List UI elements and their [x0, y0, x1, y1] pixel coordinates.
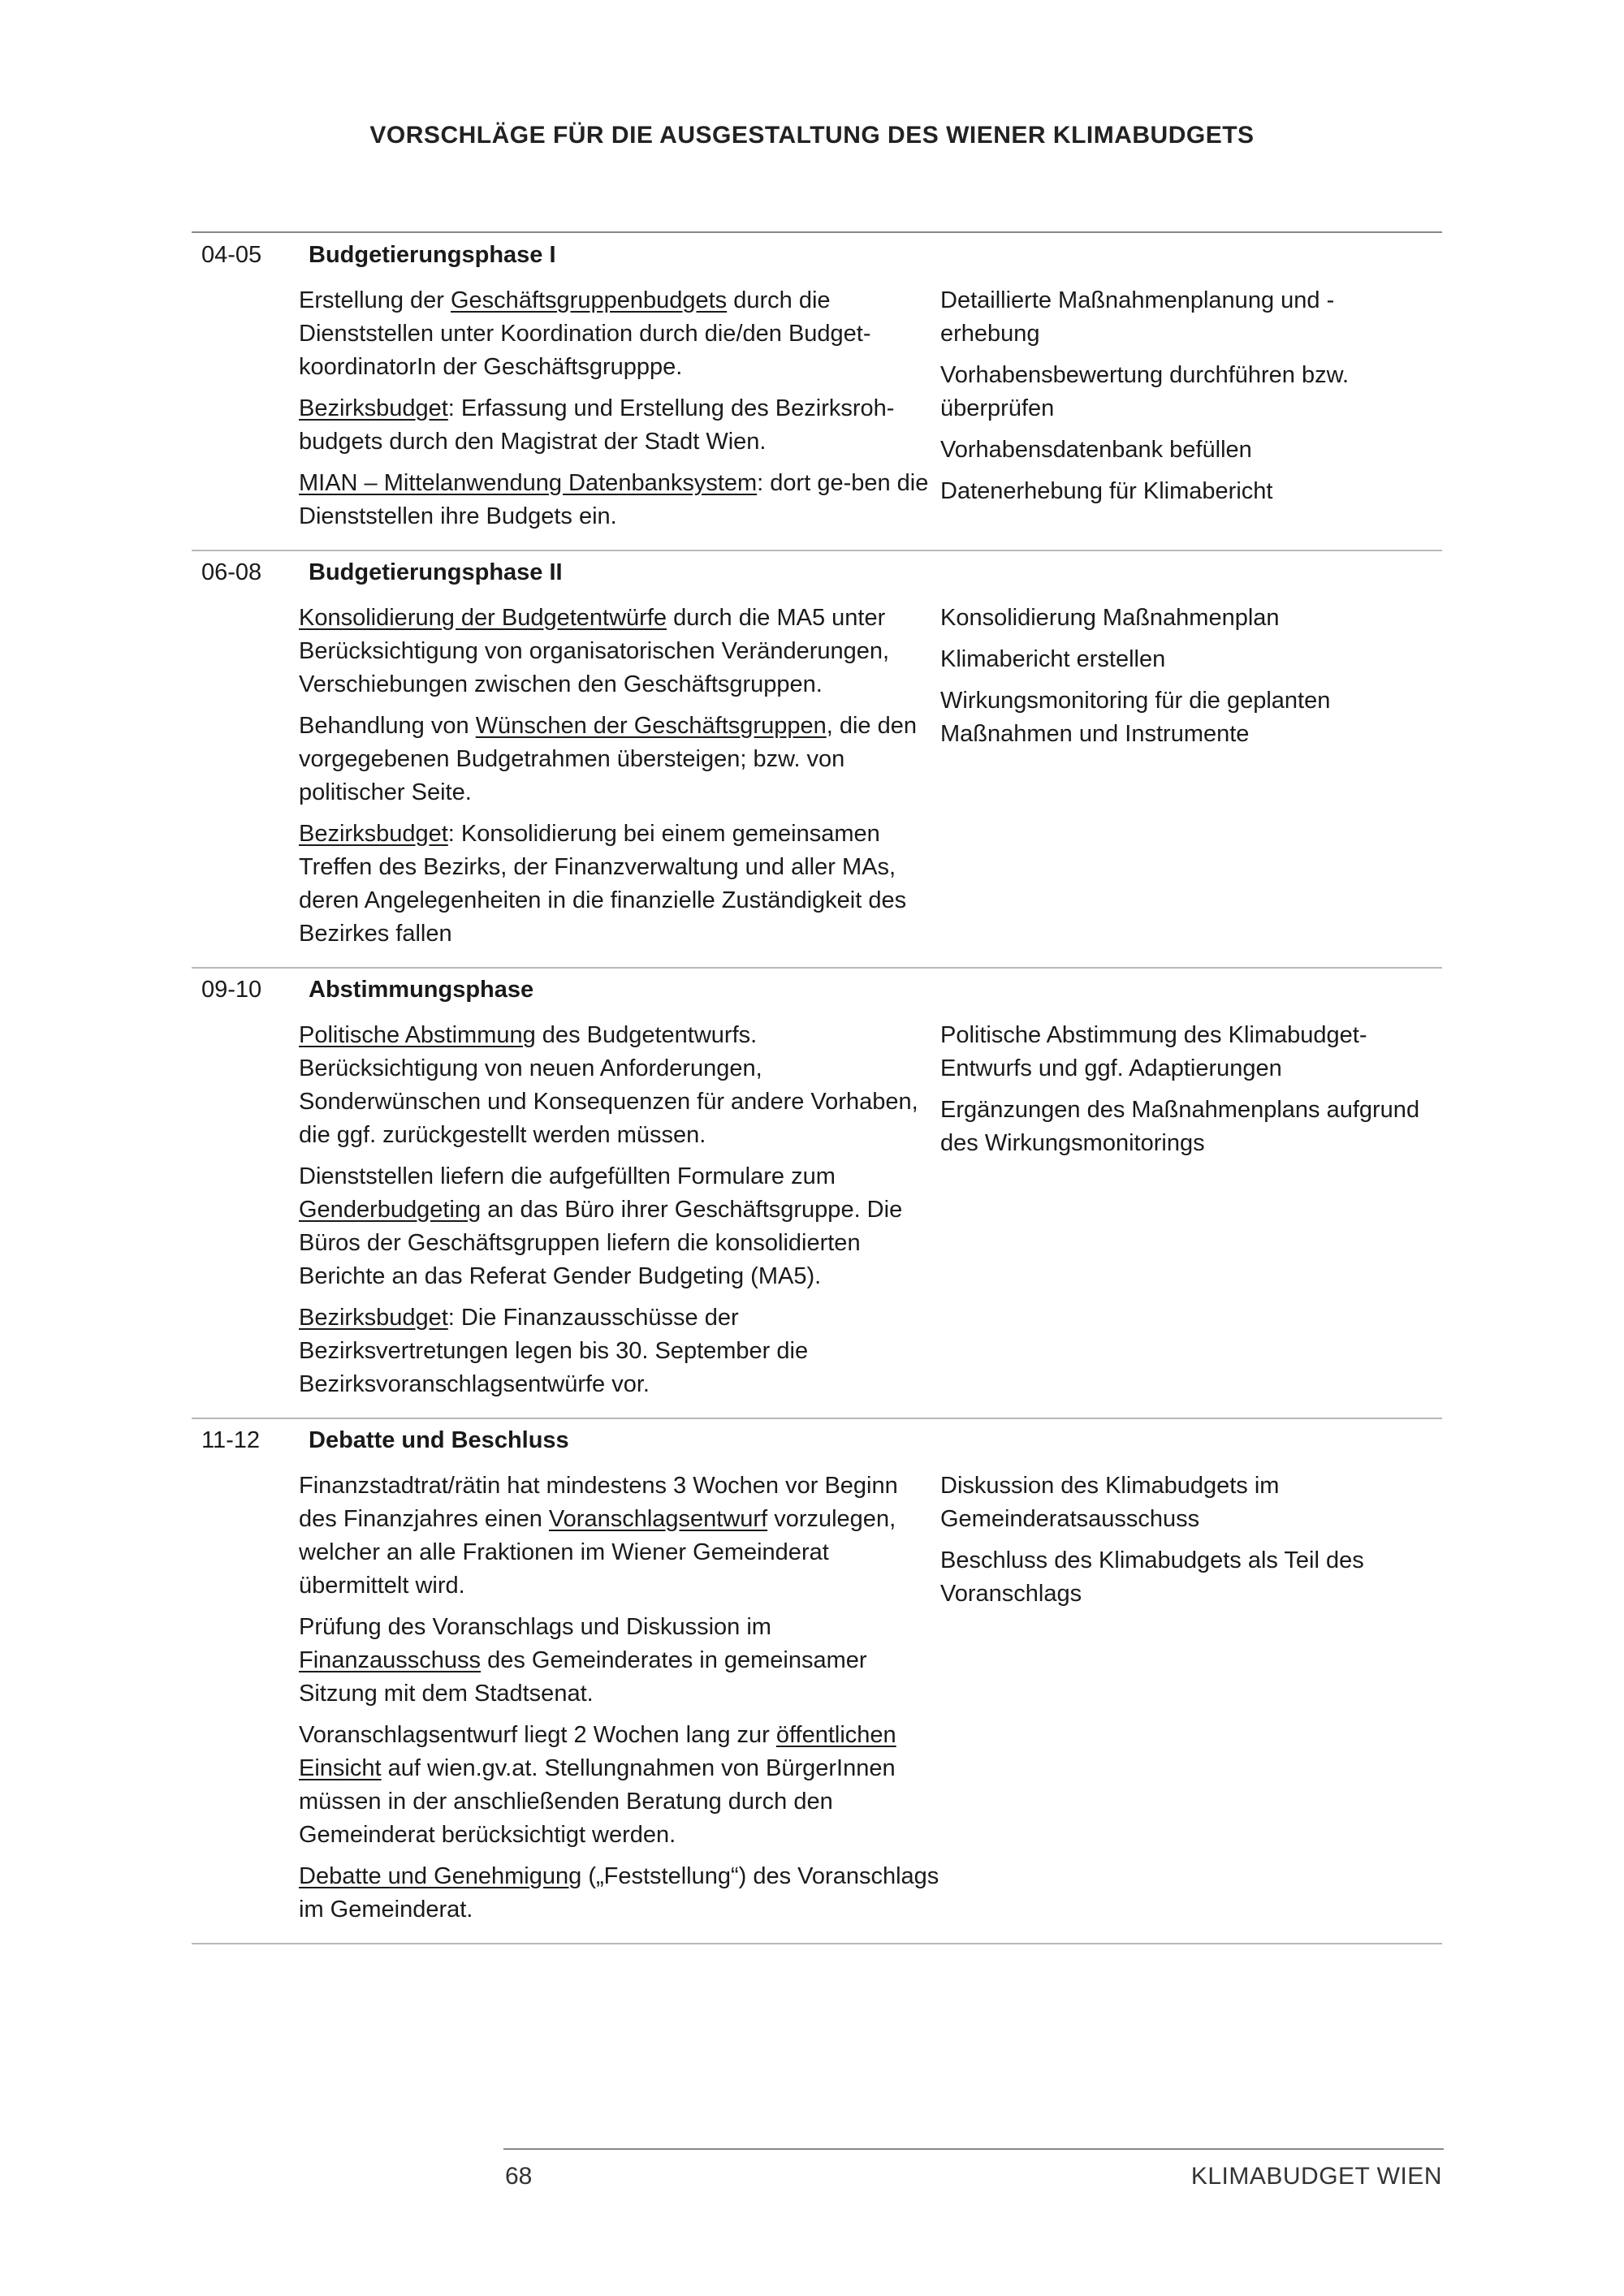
- key-term: Bezirksbudget: [299, 395, 448, 421]
- climate-task-item: Klimabericht erstellen: [940, 646, 1166, 672]
- budget-process-column: [299, 1019, 940, 1409]
- table-row: [192, 1419, 1442, 1944]
- paragraph-text: Dienststellen liefern die aufgefüllten Formulare zum: [299, 1163, 836, 1189]
- climate-task-item: Beschluss des Klimabudgets als Teil des Voranschlags: [940, 1547, 1364, 1607]
- key-term: Geschäftsgruppenbudgets: [451, 287, 728, 313]
- key-term: Genderbudgeting: [299, 1197, 482, 1223]
- paragraph-text: Prüfung des Voranschlags und Diskussion im: [299, 1614, 771, 1640]
- paragraph-text: Behandlung von: [299, 713, 476, 739]
- process-paragraph: [299, 1301, 940, 1401]
- climate-budget-column: [940, 284, 1427, 542]
- paragraph-text: Voranschlagsentwurf liegt 2 Wochen lang zur: [299, 1722, 776, 1748]
- process-paragraph: [299, 1719, 940, 1852]
- key-term: Voranschlagsentwurf: [548, 1506, 768, 1532]
- paragraph-text: Erstellung der: [299, 287, 451, 313]
- row-body: [299, 1470, 1442, 1935]
- paragraph-text: : Die Finanzausschüsse der Bezirksvertretungen legen bis 30. September die Bezirksvoranschlagsentwürfe vor.: [299, 1305, 809, 1397]
- process-paragraph: [299, 1860, 940, 1927]
- paragraph-text: des Gemeinderates in gemeinsamer Sitzung mit dem Stadtsenat.: [299, 1647, 867, 1707]
- period-label: 09-10: [201, 977, 262, 1003]
- process-paragraph: [299, 710, 940, 809]
- paragraph-text: („Feststellung“) des Voranschlags im Gemeinderat.: [299, 1863, 939, 1923]
- climate-task-item: Diskussion des Klimabudgets im Gemeinderatsausschuss: [940, 1473, 1280, 1532]
- process-paragraph: [299, 284, 940, 384]
- top-rule: [192, 231, 1442, 233]
- period-label: 11-12: [201, 1427, 261, 1453]
- paragraph-text: vorzulegen, welcher an alle Fraktionen im Wiener Gemeinderat übermittelt wird.: [299, 1506, 896, 1599]
- paragraph-text: des Budgetentwurfs. Berücksichtigung von neuen Anforderungen, Sonderwünschen und Konsequenzen für andere Vorhaben, die ggf. zurückgestellt werden müssen.: [299, 1022, 918, 1148]
- climate-budget-column: [940, 1019, 1427, 1409]
- row-body: [299, 284, 1442, 542]
- paragraph-text: durch die MA5 unter Berücksichtigung von organisatorischen Veränderungen, Verschiebungen zwischen den Geschäftsgruppen.: [299, 605, 890, 697]
- phase-title: Budgetierungsphase II: [309, 559, 563, 585]
- paragraph-text: durch die Dienststellen unter Koordination durch die/den Budget-koordinatorIn der Geschäftsgrupppe.: [299, 287, 871, 380]
- climate-task-item: Wirkungsmonitoring für die geplanten Maßnahmen und Instrumente: [940, 688, 1331, 747]
- climate-budget-column: [940, 602, 1427, 959]
- key-term: Bezirksbudget: [299, 1305, 448, 1331]
- page-header: VORSCHLÄGE FÜR DIE AUSGESTALTUNG DES WIENER KLIMABUDGETS: [369, 122, 1255, 149]
- process-paragraph: [299, 818, 940, 951]
- table-row: [192, 969, 1442, 1419]
- budget-process-column: [299, 602, 940, 959]
- footer-title: KLIMABUDGET WIEN: [1190, 2163, 1442, 2190]
- key-term: Konsolidierung der Budgetentwürfe: [299, 605, 667, 631]
- phase-title: Debatte und Beschluss: [309, 1427, 569, 1453]
- climate-task-item: Datenerhebung für Klimabericht: [940, 478, 1273, 504]
- paragraph-text: Finanzstadtrat/rätin hat mindestens 3 Wochen vor Beginn des Finanzjahres einen: [299, 1473, 898, 1532]
- climate-budget-column: [940, 1470, 1427, 1935]
- timeline-table: [192, 234, 1442, 1944]
- paragraph-text: , die den vorgegebenen Budgetrahmen übersteigen; bzw. von politischer Seite.: [299, 713, 917, 805]
- table-row: [192, 234, 1442, 551]
- climate-task-item: Vorhabensbewertung durchführen bzw. überprüfen: [940, 362, 1350, 421]
- row-body: [299, 1019, 1442, 1409]
- climate-task-item: Politische Abstimmung des Klimabudget-Entwurfs und ggf. Adaptierungen: [940, 1022, 1367, 1081]
- row-header: [192, 559, 1442, 602]
- period-label: 06-08: [201, 559, 262, 585]
- process-paragraph: [299, 1160, 940, 1293]
- paragraph-text: : dort ge-ben die Dienststellen ihre Budgets ein.: [299, 470, 929, 529]
- budget-process-column: [299, 284, 940, 542]
- phase-title: Abstimmungsphase: [309, 977, 534, 1003]
- process-paragraph: [299, 1019, 940, 1152]
- footer-rule: [503, 2148, 1444, 2150]
- climate-task-item: Konsolidierung Maßnahmenplan: [940, 605, 1280, 631]
- process-paragraph: [299, 467, 940, 533]
- climate-task-item: Vorhabensdatenbank befüllen: [940, 437, 1252, 463]
- climate-task-item: Detaillierte Maßnahmenplanung und -erhebung: [940, 287, 1335, 347]
- table-row: [192, 551, 1442, 969]
- key-term: öffentlichen Einsicht: [299, 1722, 896, 1781]
- row-header: [192, 977, 1442, 1019]
- climate-task-item: Ergänzungen des Maßnahmenplans aufgrund des Wirkungsmonitorings: [940, 1097, 1420, 1156]
- paragraph-text: an das Büro ihrer Geschäftsgruppe. Die Büros der Geschäftsgruppen liefern die konsolidierten Berichte an das Referat Gender Budgeting (MA5).: [299, 1197, 903, 1289]
- key-term: Wünschen der Geschäftsgruppen: [475, 713, 827, 739]
- period-label: 04-05: [201, 242, 262, 268]
- row-header: [192, 1427, 1442, 1470]
- row-body: [299, 602, 1442, 959]
- paragraph-text: : Konsolidierung bei einem gemeinsamen Treffen des Bezirks, der Finanzverwaltung und aller MAs, deren Angelegenheiten in die finanzielle Zuständigkeit des Bezirkes fallen: [299, 821, 907, 947]
- process-paragraph: [299, 392, 940, 459]
- paragraph-text: auf wien.gv.at. Stellungnahmen von BürgerInnen müssen in der anschließenden Beratung durch den Gemeinderat berücksichtigt werden.: [299, 1755, 896, 1848]
- key-term: Finanzausschuss: [299, 1647, 482, 1673]
- process-paragraph: [299, 602, 940, 701]
- key-term: MIAN – Mittelanwendung Datenbanksystem: [299, 470, 758, 496]
- key-term: Bezirksbudget: [299, 821, 448, 847]
- paragraph-text: : Erfassung und Erstellung des Bezirksroh-budgets durch den Magistrat der Stadt Wien.: [299, 395, 895, 455]
- process-paragraph: [299, 1611, 940, 1711]
- phase-title: Budgetierungsphase I: [309, 242, 556, 268]
- budget-process-column: [299, 1470, 940, 1935]
- key-term: Politische Abstimmung: [299, 1022, 536, 1048]
- row-header: [192, 242, 1442, 284]
- page-number: 68: [505, 2163, 533, 2190]
- process-paragraph: [299, 1470, 940, 1603]
- key-term: Debatte und Genehmigung: [299, 1863, 582, 1889]
